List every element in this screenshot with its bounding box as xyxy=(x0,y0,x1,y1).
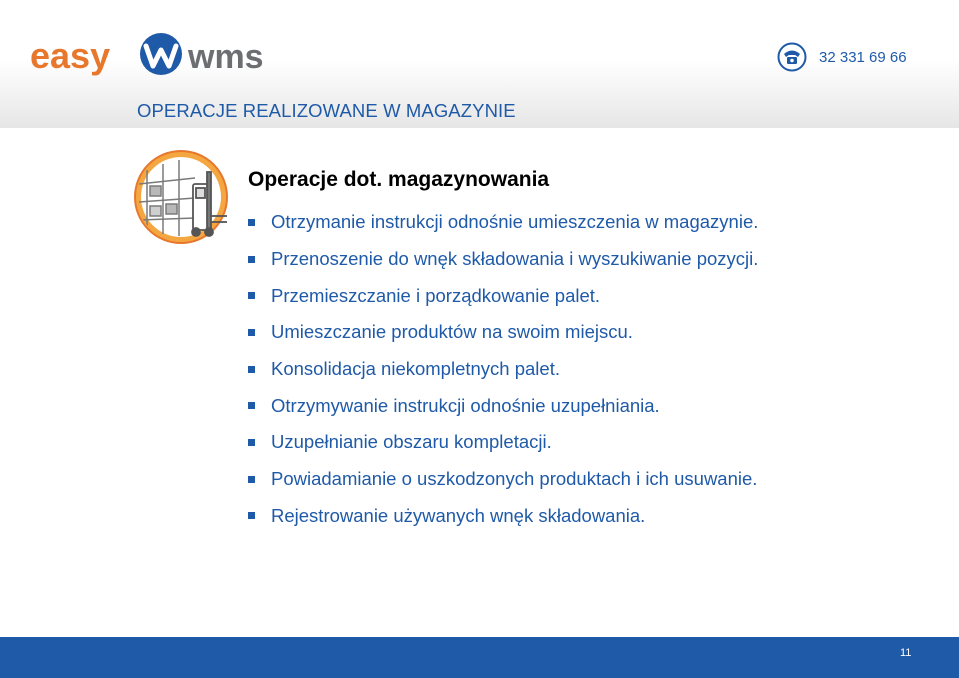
list-item xyxy=(248,498,758,535)
list-item xyxy=(248,424,758,461)
square-bullet-icon xyxy=(248,366,255,373)
warehouse-forklift-icon xyxy=(133,150,233,245)
square-bullet-icon xyxy=(248,439,255,446)
list-item-text: Przemieszczanie i porządkowanie palet. xyxy=(271,284,601,306)
list-item xyxy=(248,351,758,388)
phone-contact xyxy=(777,42,907,72)
list-item-text: Uzupełnianie obszaru kompletacji. xyxy=(271,431,552,453)
list-item xyxy=(248,314,758,351)
page-number: 11 xyxy=(900,647,912,659)
content-heading: Operacje dot. magazynowania xyxy=(248,168,550,191)
operations-list xyxy=(248,204,758,534)
list-item xyxy=(248,277,758,314)
list-item-text: Powiadamianie o uszkodzonych produktach i ich usuwanie. xyxy=(271,468,758,490)
easy-wms-logo xyxy=(30,30,270,80)
list-item-text: Umieszczanie produktów na swoim miejscu. xyxy=(271,321,633,343)
list-item xyxy=(248,461,758,498)
list-item-text: Otrzymywanie instrukcji odnośnie uzupełniania. xyxy=(271,394,660,416)
slide-footer xyxy=(0,637,959,678)
section-title: OPERACJE REALIZOWANE W MAGAZYNIE xyxy=(137,100,516,121)
square-bullet-icon xyxy=(248,512,255,519)
list-item xyxy=(248,241,758,278)
phone-number: 32 331 69 66 xyxy=(819,48,907,66)
telephone-icon xyxy=(777,42,807,72)
list-item-text: Rejestrowanie używanych wnęk składowania. xyxy=(271,504,646,526)
logo-emblem xyxy=(140,33,182,75)
square-bullet-icon xyxy=(248,219,255,226)
list-item-text: Przenoszenie do wnęk składowania i wyszukiwanie pozycji. xyxy=(271,248,759,270)
square-bullet-icon xyxy=(248,402,255,409)
list-item-text: Konsolidacja niekompletnych palet. xyxy=(271,358,560,380)
list-item xyxy=(248,204,758,241)
square-bullet-icon xyxy=(248,476,255,483)
logo-text-wms: wms xyxy=(188,38,264,76)
square-bullet-icon xyxy=(248,329,255,336)
list-item xyxy=(248,387,758,424)
square-bullet-icon xyxy=(248,256,255,263)
square-bullet-icon xyxy=(248,292,255,299)
list-item-text: Otrzymanie instrukcji odnośnie umieszczenia w magazynie. xyxy=(271,211,759,233)
logo-text-easy: easy xyxy=(30,35,111,76)
slide-header xyxy=(0,0,959,128)
